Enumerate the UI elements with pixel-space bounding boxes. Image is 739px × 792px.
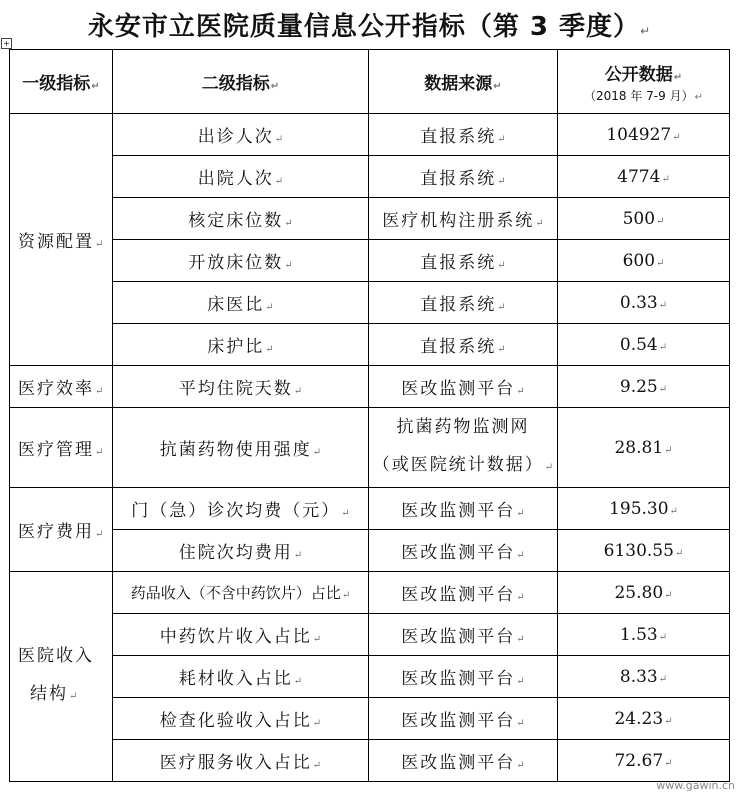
source-cell: 医改监测平台 ↵ <box>369 572 558 614</box>
value-cell: 500 ↵ <box>558 198 730 240</box>
table-row <box>10 114 730 156</box>
value-cell: 104927 ↵ <box>558 114 730 156</box>
table-anchor-icon[interactable]: + <box>1 38 12 49</box>
value-cell: 6130.55 ↵ <box>558 530 730 572</box>
header-source: 数据来源 ↵ <box>369 50 558 114</box>
source-cell: 直报系统 ↵ <box>369 240 558 282</box>
table-header-row <box>10 50 730 114</box>
header-level1: 一级指标 ↵ <box>10 50 113 114</box>
value-cell: 72.67 ↵ <box>558 740 730 782</box>
source-cell: 医改监测平台 ↵ <box>369 698 558 740</box>
value-cell: 25.80 ↵ <box>558 572 730 614</box>
table-row <box>10 156 730 198</box>
indicator-cell: 中药饮片收入占比 ↵ <box>113 614 369 656</box>
indicator-cell: 药品收入（不含中药饮片）占比 ↵ <box>113 572 369 614</box>
table-row <box>10 198 730 240</box>
source-cell: 医疗机构注册系统 ↵ <box>369 198 558 240</box>
table-row <box>10 408 730 488</box>
indicator-cell: 住院次均费用 ↵ <box>113 530 369 572</box>
table-row <box>10 240 730 282</box>
indicator-cell: 平均住院天数 ↵ <box>113 366 369 408</box>
source-cell: 医改监测平台 ↵ <box>369 488 558 530</box>
quality-info-table <box>9 49 730 782</box>
watermark: www.gawin.cn <box>656 779 735 792</box>
value-cell: 600 ↵ <box>558 240 730 282</box>
value-cell: 24.23 ↵ <box>558 698 730 740</box>
indicator-cell: 出诊人次 ↵ <box>113 114 369 156</box>
header-level2: 二级指标 ↵ <box>113 50 369 114</box>
source-cell: 医改监测平台 ↵ <box>369 366 558 408</box>
source-cell: 医改监测平台 ↵ <box>369 740 558 782</box>
indicator-cell: 床医比 ↵ <box>113 282 369 324</box>
value-cell: 195.30 ↵ <box>558 488 730 530</box>
table-row <box>10 324 730 366</box>
source-cell: 直报系统 ↵ <box>369 114 558 156</box>
indicator-cell: 耗材收入占比 ↵ <box>113 656 369 698</box>
indicator-cell: 检查化验收入占比 ↵ <box>113 698 369 740</box>
value-cell: 9.25 ↵ <box>558 366 730 408</box>
value-cell: 28.81 ↵ <box>558 408 730 488</box>
table-row <box>10 614 730 656</box>
source-cell: 抗菌药物监测网 （或医院统计数据） ↵ <box>369 408 558 488</box>
group-medical-cost: 医疗费用 ↵ <box>10 488 113 572</box>
value-cell: 4774 ↵ <box>558 156 730 198</box>
indicator-cell: 抗菌药物使用强度 ↵ <box>113 408 369 488</box>
source-cell: 直报系统 ↵ <box>369 156 558 198</box>
table-row <box>10 698 730 740</box>
header-public-data: 公开数据 ↵ （2018 年 7-9 月） ↵ <box>558 50 730 114</box>
table-row <box>10 656 730 698</box>
table-row <box>10 366 730 408</box>
indicator-cell: 核定床位数 ↵ <box>113 198 369 240</box>
source-cell: 医改监测平台 ↵ <box>369 614 558 656</box>
group-hospital-income-structure: 医院收入 结构 ↵ <box>10 572 113 782</box>
source-cell: 医改监测平台 ↵ <box>369 530 558 572</box>
source-cell: 直报系统 ↵ <box>369 282 558 324</box>
source-cell: 医改监测平台 ↵ <box>369 656 558 698</box>
value-cell: 0.33 ↵ <box>558 282 730 324</box>
page-title: 永安市立医院质量信息公开指标（第 3 季度）↵ <box>87 12 652 42</box>
indicator-cell: 开放床位数 ↵ <box>113 240 369 282</box>
table-row <box>10 488 730 530</box>
group-medical-efficiency: 医疗效率 ↵ <box>10 366 113 408</box>
group-resource-config: 资源配置 ↵ <box>10 114 113 366</box>
indicator-cell: 出院人次 ↵ <box>113 156 369 198</box>
table-row <box>10 530 730 572</box>
value-cell: 0.54 ↵ <box>558 324 730 366</box>
table-row <box>10 282 730 324</box>
table-row <box>10 572 730 614</box>
indicator-cell: 床护比 ↵ <box>113 324 369 366</box>
table-row <box>10 740 730 782</box>
indicator-cell: 医疗服务收入占比 ↵ <box>113 740 369 782</box>
source-cell: 直报系统 ↵ <box>369 324 558 366</box>
group-medical-management: 医疗管理 ↵ <box>10 408 113 488</box>
value-cell: 1.53 ↵ <box>558 614 730 656</box>
indicator-cell: 门（急）诊次均费（元） ↵ <box>113 488 369 530</box>
value-cell: 8.33 ↵ <box>558 656 730 698</box>
